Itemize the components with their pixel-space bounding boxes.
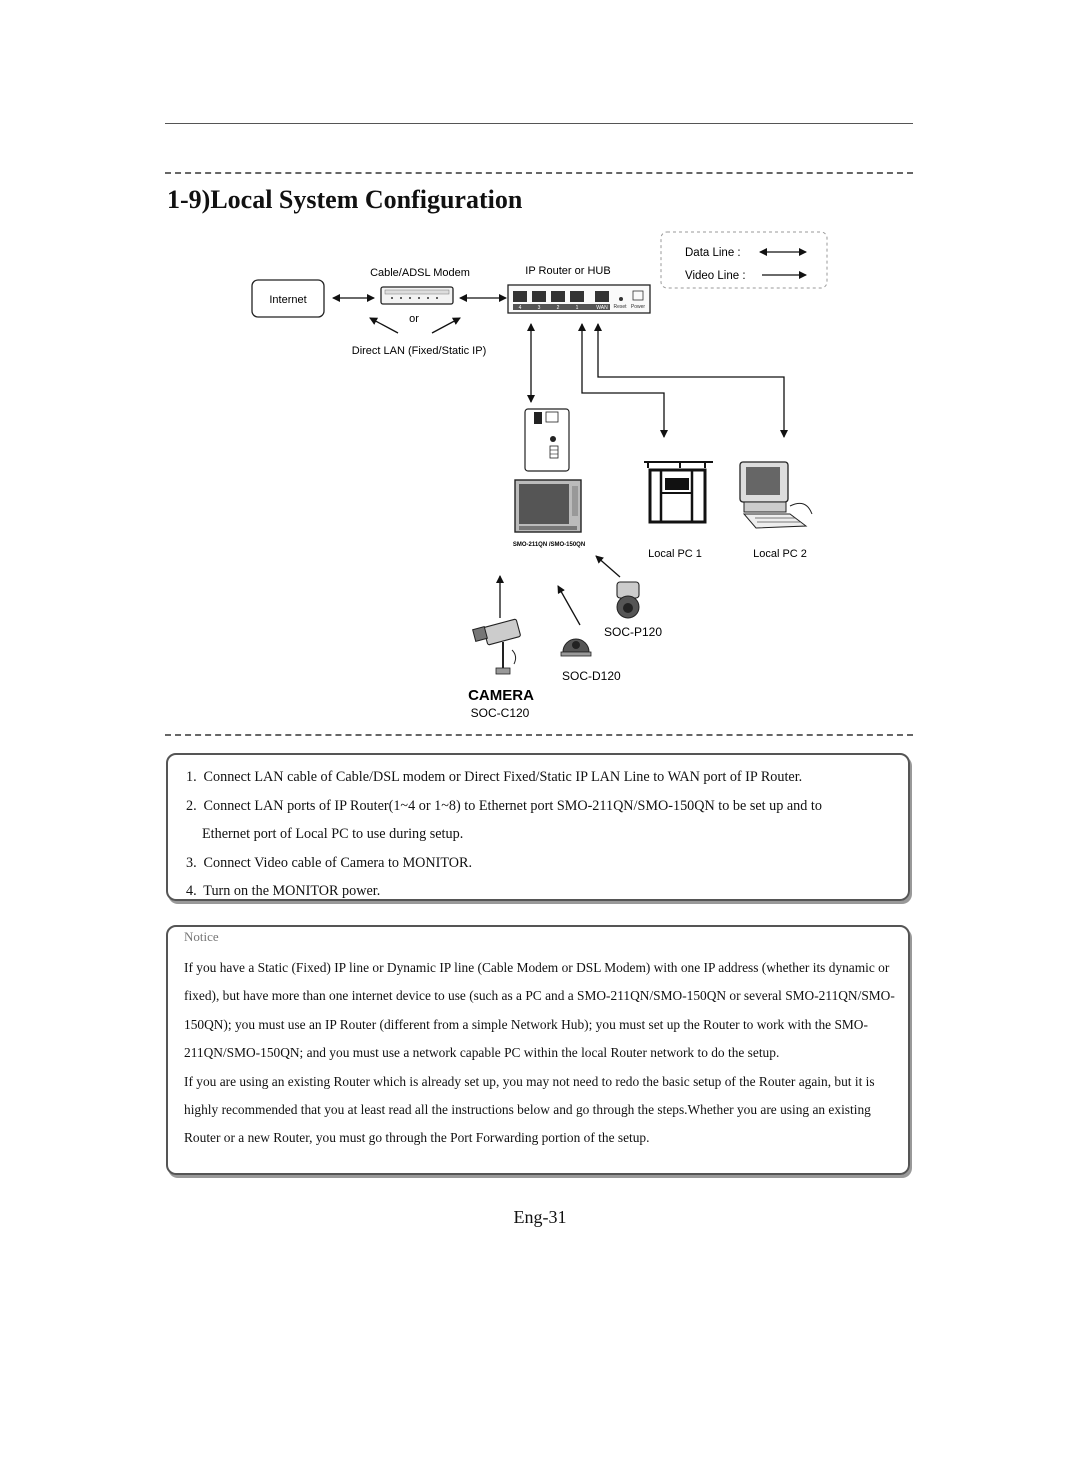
- camera-dome-video-arrow: [558, 586, 580, 625]
- router-pc1-link: [582, 324, 664, 437]
- local-pc2-label: Local PC 2: [753, 548, 807, 560]
- setup-step-continuation: Ethernet port of Local PC to use during setup.: [202, 826, 464, 842]
- notice-paragraph: If you have a Static (Fixed) IP line or Dynamic IP line (Cable Modem or DSL Modem) with one IP address (whether its dynamic or fixed), but have more than one internet device to use (such as a PC and a SMO-211QN/SMO-150QN or several SMO-211QN/SMO-150QN); you must use an IP Router (different from a simple Network Hub); you must set up the Router to work with the SMO-211QN/SMO-150QN; and you must use a network capable PC within the local Router network to do the setup.: [184, 960, 895, 1061]
- notice-label: Notice: [184, 929, 219, 944]
- legend: [661, 232, 827, 288]
- or-label: or: [409, 313, 419, 325]
- box-camera-icon: [473, 619, 521, 674]
- router-label: IP Router or HUB: [525, 265, 611, 277]
- legend-data-line-label: Data Line :: [685, 247, 741, 259]
- local-pc1-icon: [644, 462, 713, 522]
- camera-title-label: CAMERA: [468, 687, 534, 704]
- local-pc2-icon: [740, 462, 812, 528]
- setup-steps-list: [186, 763, 898, 906]
- box-camera-label: SOC-C120: [470, 706, 530, 720]
- legend-video-line-label: Video Line :: [685, 270, 746, 282]
- router-port-label: Reset: [613, 304, 627, 310]
- router-port-label: WAN: [596, 305, 608, 311]
- router-port-label: 1: [575, 305, 579, 311]
- ptz-camera-label: SOC-P120: [604, 625, 663, 639]
- monitor-model-label: SMO-211QN /SMO-150QN: [512, 542, 586, 548]
- setup-step: 4. Turn on the MONITOR power.: [186, 883, 381, 899]
- direct-lan-label: Direct LAN (Fixed/Static IP): [351, 345, 487, 357]
- notice-text: [184, 954, 900, 1153]
- dome-camera-label: SOC-D120: [562, 669, 621, 683]
- ptz-camera-icon: [617, 582, 639, 618]
- setup-step: 1. Connect LAN cable of Cable/DSL modem or Direct Fixed/Static IP LAN Line to WAN port of IP Router.: [186, 769, 803, 785]
- dome-camera-icon: [561, 639, 591, 656]
- monitor-icon: [515, 480, 581, 532]
- notice-paragraph: If you are using an existing Router which is already set up, you may not need to redo the basic setup of the Router again, but it is highly recommended that you at least read all the instructions below and go through the steps.Whether you are using an existing Router or a new Router, you must go through the Port Forwarding portion of the setup.: [184, 1073, 875, 1146]
- router-icon: [508, 285, 650, 313]
- direct-lan-arrow-right: [432, 318, 460, 333]
- setup-steps-box: [166, 753, 910, 901]
- modem-label: Cable/ADSL Modem: [370, 267, 470, 279]
- local-pc1-label: Local PC 1: [648, 548, 702, 560]
- router-port-label: 3: [537, 305, 541, 311]
- section-title: 1-9)Local System Configuration: [167, 185, 523, 214]
- router-port-label: 4: [518, 305, 522, 311]
- divider-bottom: [165, 734, 913, 736]
- router-port-label: Power: [630, 304, 646, 310]
- direct-lan-arrow-left: [370, 318, 398, 333]
- router-pc2-link: [598, 324, 784, 437]
- setup-step: 2. Connect LAN ports of IP Router(1~4 or 1~8) to Ethernet port SMO-211QN/SMO-150QN to be set up and to: [186, 797, 822, 814]
- setup-step: 3. Connect Video cable of Camera to MONITOR.: [186, 854, 473, 871]
- router-port-label: 2: [556, 305, 560, 311]
- page-number: Eng-31: [513, 1207, 567, 1227]
- notice-box: [166, 925, 910, 1175]
- camera-ptz-video-arrow: [596, 556, 620, 577]
- monitor-rear-panel-icon: [525, 409, 569, 471]
- modem-icon: [381, 287, 453, 304]
- internet-label: Internet: [269, 294, 307, 306]
